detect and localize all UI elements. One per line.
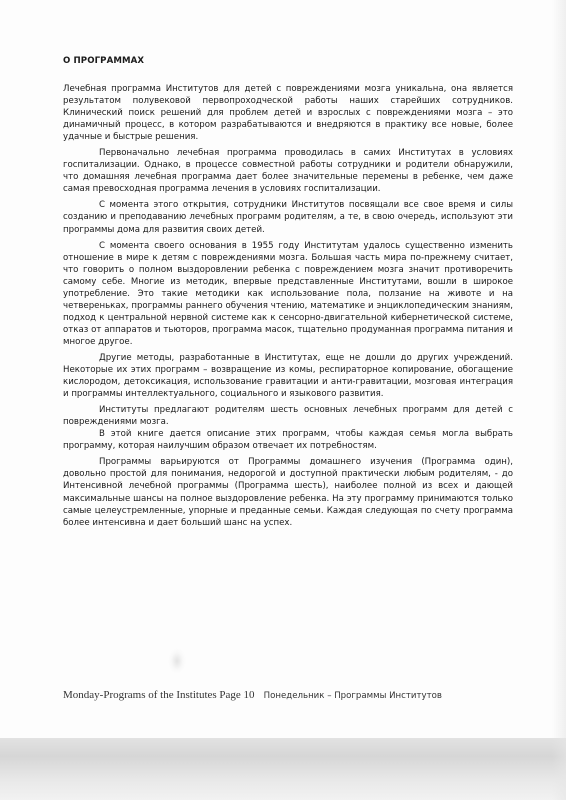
paragraph-program-range: Программы варьируются от Программы домашнего изучения (Программа один), довольно простой для понимания, недорогой и доступной практически любым родителям, - до Интенсивной лечебной программы (Программа шесть), наиболее полной из всех и дающей максимальные шансы на полное выздоровление ребенка. На эту программу принимаются только самые целеустремленные, упорные и преданные семьи. Каждая следующая по счету программа более интенсивна и дает больший шанс на успех. xyxy=(63,457,513,528)
document-body xyxy=(63,56,513,533)
page-footer xyxy=(63,683,442,702)
footer-russian: Понедельник – Программы Институтов xyxy=(263,691,442,701)
section-heading: О ПРОГРАММАХ xyxy=(63,56,145,66)
scan-smudge xyxy=(168,648,186,674)
paragraph-intro: Лечебная программа Институтов для детей с повреждениями мозга уникальна, она является результатом полувековой первопроходческой работы наших старейших сотрудников. Клинический поиск решений для проблем детей и взрослых с повреждениями мозга – это динамичный процесс, в котором разрабатываются и внедряются в практику все новые, более удачные и быстрые решения. xyxy=(63,84,513,143)
paragraph-history: С момента своего основания в 1955 году Институтам удалось существенно изменить отношение в мире к детям с повреждениями мозга. Большая часть мира по-прежнему считает, что говорить о полном выздоровлении ребенка с повреждением мозга значит противоречить самому себе. Многие из методик, впервые представленные Институтами, вошли в широкое употребление. Это такие методики как использование пола, ползание на животе и на четвереньках, программы раннего обучения чтению, математике и энциклопедическим знаниям, подход к центральной нервной системе как к сенсорно-двигательной кибернетической системе, отказ от аппаратов и тьюторов, программа масок, тщательно продуманная программа питания и многое другое. xyxy=(63,240,513,347)
paragraph-discovery: С момента этого открытия, сотрудники Институтов посвящали все свое время и силы созданию и преподаванию лечебных программ родителям, а те, в свою очередь, используют эти программы дома для развития своих детей. xyxy=(63,200,513,235)
paragraph-six-programs: Институты предлагают родителям шесть основных лечебных программ для детей с повреждениями мозга. xyxy=(63,405,513,428)
footer-english: Monday-Programs of the Institutes Page 10 xyxy=(63,689,255,701)
scan-bottom-shadow xyxy=(0,738,566,800)
paragraph-hospitalization: Первоначально лечебная программа проводилась в самих Институтах в условиях госпитализации. Однако, в процессе совместной работы сотрудники и родители обнаружили, что домашняя лечебная программа дает более значительные перемены в ребенке, чем даже самая превосходная программа лечения в условиях госпитализации. xyxy=(63,148,513,195)
paragraph-book-purpose: В этой книге дается описание этих программ, чтобы каждая семья могла выбрать программу, которая наилучшим образом отвечает их потребностям. xyxy=(63,429,513,452)
scan-right-edge-shadow xyxy=(552,0,566,800)
paragraph-other-methods: Другие методы, разработанные в Институтах, еще не дошли до других учреждений. Некоторые их этих программ – возвращение из комы, респираторное копирование, обогащение кислородом, детоксикация, использование гравитации и анти-гравитации, мозговая интеграция и программы интеллектуального, социального и языкового развития. xyxy=(63,352,513,400)
